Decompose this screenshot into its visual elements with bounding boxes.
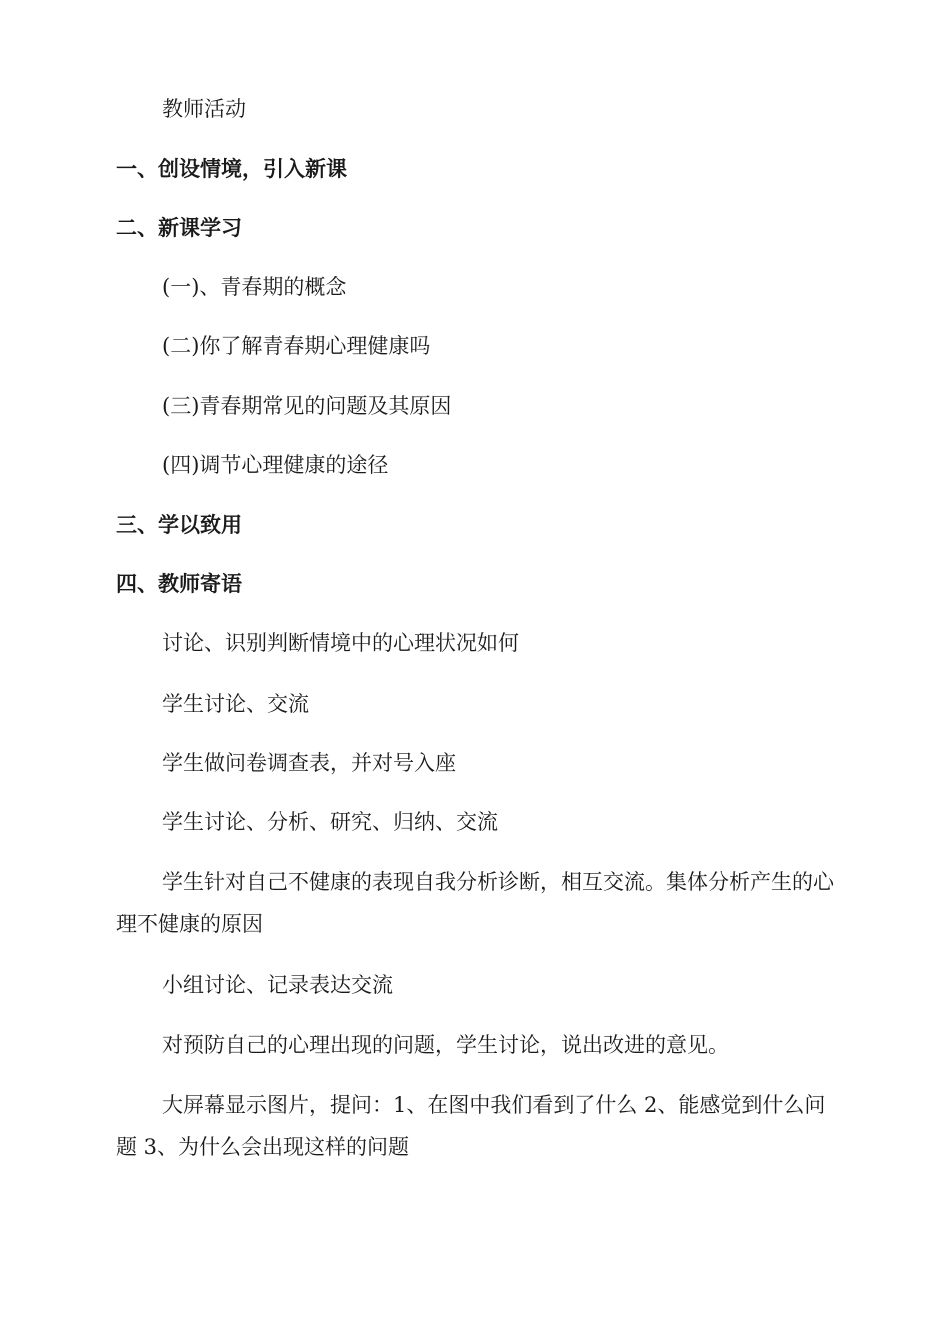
- heading-section-2: 二、新课学习: [116, 215, 242, 240]
- paragraph-self-analysis: 学生针对自己不健康的表现自我分析诊断，相互交流。集体分析产生的心理不健康的原因: [116, 870, 834, 936]
- subitem-1: (一)、青春期的概念: [162, 275, 347, 299]
- heading-section-1: 一、创设情境，引入新课: [116, 156, 347, 181]
- paragraph-group-discussion: 小组讨论、记录表达交流: [162, 973, 393, 997]
- paragraph-student-discussion: 学生讨论、交流: [162, 692, 309, 716]
- paragraph-teacher-activity: 教师活动: [162, 97, 246, 121]
- paragraph-prevention: 对预防自己的心理出现的问题，学生讨论，说出改进的意见。: [162, 1033, 729, 1057]
- paragraph-screen-question: 大屏幕显示图片，提问：1、在图中我们看到了什么 2、能感觉到什么问题 3、为什么会出现这样的问题: [116, 1093, 826, 1159]
- heading-section-3: 三、学以致用: [116, 512, 242, 537]
- paragraph-discussion: 讨论、识别判断情境中的心理状况如何: [162, 631, 519, 655]
- subitem-2: (二)你了解青春期心理健康吗: [162, 334, 431, 358]
- subitem-4: (四)调节心理健康的途径: [162, 453, 389, 477]
- paragraph-questionnaire: 学生做问卷调查表，并对号入座: [162, 751, 456, 775]
- subitem-3: (三)青春期常见的问题及其原因: [162, 394, 452, 418]
- paragraph-analysis: 学生讨论、分析、研究、归纳、交流: [162, 810, 498, 834]
- heading-section-4: 四、教师寄语: [116, 571, 242, 596]
